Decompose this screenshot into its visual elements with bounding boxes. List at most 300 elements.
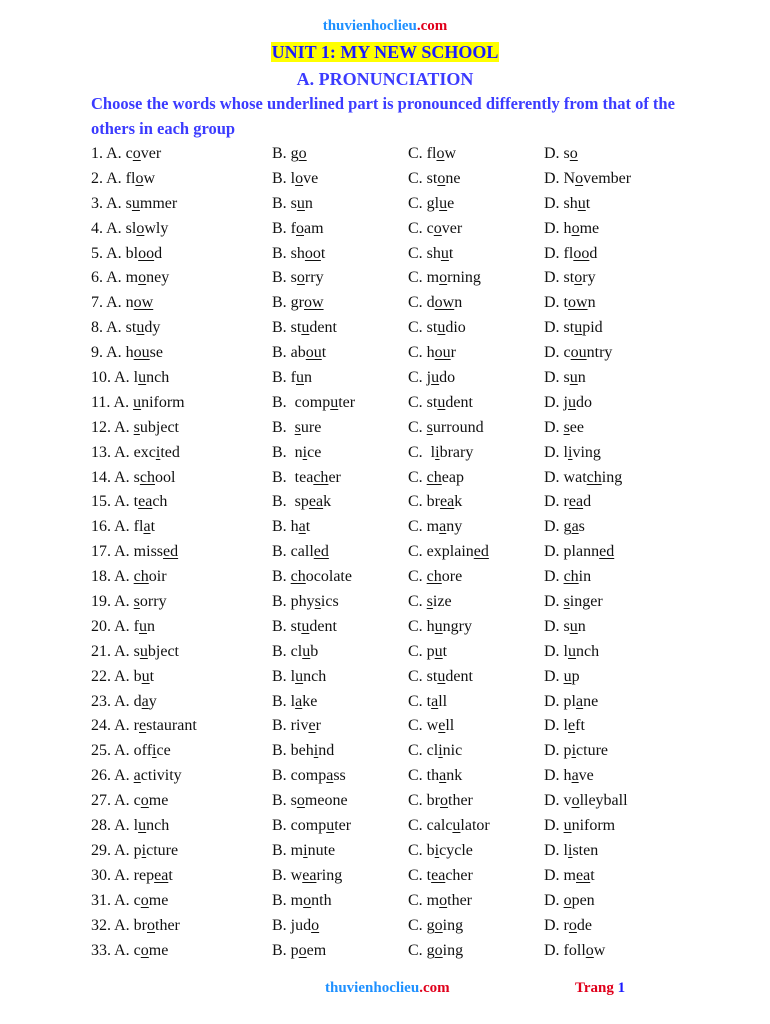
option-d: D. living — [544, 443, 601, 461]
underlined-part: o — [434, 916, 443, 934]
question-row — [0, 565, 770, 590]
question-row — [0, 739, 770, 764]
underlined-part: o — [147, 916, 155, 934]
page-label: Trang 1 — [575, 980, 626, 996]
underlined-part: a — [439, 767, 447, 785]
underlined-part: u — [141, 667, 150, 685]
underlined-part: oo — [304, 244, 321, 262]
option-d: D. sun — [544, 369, 586, 387]
option-d: D. listen — [544, 841, 599, 859]
option-a: 16. A. flat — [91, 518, 156, 536]
option-d: D. story — [544, 269, 596, 287]
option-d: D. volleyball — [544, 792, 628, 810]
option-d: D. read — [544, 493, 592, 511]
underlined-part: u — [569, 617, 578, 635]
option-b: B. lake — [272, 692, 318, 710]
underlined-part: ch — [139, 468, 156, 486]
option-c: C. put — [408, 642, 448, 660]
option-d: D. flood — [544, 244, 598, 262]
underlined-part: i — [438, 742, 443, 760]
underlined-part: e — [438, 717, 446, 735]
underlined-part: ch — [290, 568, 306, 586]
underlined-part: o — [436, 145, 445, 162]
underlined-part: oo — [573, 244, 590, 262]
option-b: B. teacher — [272, 468, 341, 486]
option-c: C. mother — [408, 891, 472, 909]
option-d: D. lunch — [544, 642, 600, 660]
option-c: C. brother — [408, 792, 473, 810]
option-a: 32. A. brother — [91, 916, 180, 934]
option-a: 30. A. repeat — [91, 866, 173, 884]
underlined-part: u — [301, 319, 310, 337]
question-row — [0, 714, 770, 739]
option-d: D. November — [544, 169, 632, 187]
question-row — [0, 814, 770, 839]
underlined-part: ow — [434, 294, 455, 312]
underlined-part: o — [585, 941, 594, 959]
underlined-part: s — [294, 418, 301, 436]
option-d: D. uniform — [544, 817, 616, 835]
option-c: C. hungry — [408, 617, 472, 635]
underlined-part: ed — [313, 543, 329, 561]
option-b: B. physics — [272, 593, 339, 611]
option-c: C. teacher — [408, 866, 473, 884]
underlined-part: i — [313, 742, 319, 760]
underlined-part: u — [569, 369, 578, 387]
option-c: C. many — [408, 518, 463, 536]
underlined-part: o — [437, 169, 446, 187]
option-a: 19. A. sorry — [91, 593, 167, 611]
option-d: D. country — [544, 344, 613, 362]
question-row — [0, 665, 770, 690]
option-c: C. hour — [408, 344, 456, 362]
option-a: 3. A. summer — [91, 194, 178, 212]
option-b: B. lunch — [272, 667, 327, 685]
option-a: 8. A. study — [91, 319, 161, 337]
option-b: B. river — [272, 717, 321, 735]
option-d: D. left — [544, 717, 585, 735]
question-row — [0, 341, 770, 366]
option-c: C. student — [408, 667, 473, 685]
option-c: C. studio — [408, 319, 466, 337]
option-d: D. meat — [544, 866, 595, 884]
underlined-part: ea — [302, 866, 317, 884]
question-row — [0, 690, 770, 715]
option-a: 1. A. cover — [91, 145, 162, 162]
underlined-part: u — [133, 393, 142, 411]
option-a: 26. A. activity — [91, 767, 182, 785]
underlined-part: e — [139, 717, 147, 735]
underlined-part: ou — [434, 344, 451, 362]
option-a: 10. A. lunch — [91, 369, 170, 387]
underlined-part: o — [433, 219, 442, 237]
question-row — [0, 889, 770, 914]
underlined-part: s — [426, 418, 433, 436]
option-b: B. love — [272, 169, 319, 187]
option-c: C. cheap — [408, 468, 464, 486]
underlined-part: u — [139, 617, 147, 635]
underlined-part: ch — [426, 568, 442, 586]
option-a: 21. A. subject — [91, 642, 179, 660]
option-b: B. called — [272, 543, 329, 561]
question-row — [0, 266, 770, 291]
option-b: B. speak — [272, 493, 332, 511]
question-row — [0, 864, 770, 889]
option-b: B. chocolate — [272, 568, 352, 586]
underlined-part: o — [440, 792, 448, 810]
underlined-part: a — [431, 692, 439, 710]
option-b: B. club — [272, 642, 319, 660]
site-header — [0, 18, 770, 35]
option-c: C. stone — [408, 169, 461, 187]
underlined-part: i — [568, 841, 573, 859]
underlined-part: u — [138, 369, 147, 387]
underlined-part: i — [568, 443, 573, 461]
question-row — [0, 142, 770, 167]
question-row — [0, 167, 770, 192]
option-a: 14. A. school — [91, 468, 176, 486]
option-a: 25. A. office — [91, 742, 171, 760]
underlined-part: u — [439, 194, 448, 212]
question-row — [0, 466, 770, 491]
underlined-part: a — [439, 518, 447, 536]
option-c: C. bicycle — [408, 841, 473, 859]
underlined-part: s — [563, 593, 570, 611]
underlined-part: u — [431, 369, 440, 387]
underlined-part: ea — [138, 493, 153, 511]
option-c: C. judo — [408, 369, 456, 387]
underlined-part: ou — [570, 344, 587, 362]
question-row — [0, 540, 770, 565]
underlined-part: o — [296, 269, 305, 287]
question-row — [0, 192, 770, 217]
option-b: B. shoot — [272, 244, 326, 262]
underlined-part: ow — [568, 294, 588, 312]
option-c: C. clinic — [408, 742, 463, 760]
question-row — [0, 366, 770, 391]
option-b: B. sorry — [272, 269, 324, 287]
page-number: 1 — [617, 980, 626, 996]
underlined-part: o — [574, 269, 583, 287]
underlined-part: ch — [313, 468, 329, 486]
option-d: D. up — [544, 667, 580, 685]
underlined-part: ou — [305, 344, 322, 362]
underlined-part: u — [563, 817, 572, 835]
underlined-part: a — [133, 767, 141, 785]
underlined-part: o — [298, 941, 307, 959]
option-a: 5. A. blood — [91, 244, 163, 262]
option-b: B. go — [272, 145, 307, 162]
underlined-part: o — [569, 145, 578, 162]
option-d: D. follow — [544, 941, 606, 959]
underlined-part: i — [141, 841, 147, 859]
option-b: B. behind — [272, 742, 335, 760]
underlined-part: u — [577, 194, 586, 212]
underlined-part: u — [295, 667, 304, 685]
option-b: B. month — [272, 891, 332, 909]
option-d: D. stupid — [544, 319, 603, 337]
underlined-part: u — [131, 194, 140, 212]
underlined-part: u — [136, 319, 145, 337]
question-row — [0, 490, 770, 515]
option-b: B. sun — [272, 194, 313, 212]
question-row — [0, 391, 770, 416]
option-a: 18. A. choir — [91, 568, 167, 586]
question-row — [0, 839, 770, 864]
underlined-part: i — [152, 742, 157, 760]
option-b: B. hat — [272, 518, 311, 536]
option-b: B. student — [272, 617, 337, 635]
option-a: 27. A. come — [91, 792, 169, 810]
option-d: D. chin — [544, 568, 592, 586]
instruction-text: Choose the words whose underlined part is pronounced differently from that of the others in each group — [91, 94, 675, 138]
option-a: 4. A. slowly — [91, 219, 169, 237]
underlined-part: o — [295, 169, 304, 187]
underlined-part: o — [303, 891, 312, 909]
underlined-part: u — [330, 393, 339, 411]
underlined-part: u — [302, 642, 311, 660]
option-b: B. computer — [272, 817, 352, 835]
option-c: C. glue — [408, 194, 455, 212]
option-b: B. fun — [272, 369, 312, 387]
underlined-part: o — [138, 269, 147, 287]
underlined-part: e — [308, 717, 316, 735]
question-row — [0, 441, 770, 466]
option-b: B. grow — [272, 294, 324, 312]
option-a: 31. A. come — [91, 891, 169, 909]
question-row — [0, 217, 770, 242]
option-d: D. have — [544, 767, 594, 785]
underlined-part: o — [298, 145, 307, 162]
underlined-part: o — [136, 219, 145, 237]
underlined-part: o — [140, 941, 149, 959]
underlined-part: s — [426, 593, 433, 611]
underlined-part: ch — [133, 568, 149, 586]
option-c: C. down — [408, 294, 463, 312]
option-b: B. foam — [272, 219, 324, 237]
underlined-part: u — [563, 667, 572, 685]
option-a: 11. A. uniform — [91, 393, 185, 411]
option-b: B. nice — [272, 443, 322, 461]
question-row — [0, 316, 770, 341]
underlined-part: o — [140, 891, 149, 909]
option-c: C. well — [408, 717, 455, 735]
underlined-part: u — [437, 319, 446, 337]
option-d: D. open — [544, 891, 595, 909]
option-a: 12. A. subject — [91, 418, 179, 436]
option-d: D. see — [544, 418, 584, 436]
underlined-part: u — [568, 393, 576, 411]
option-d: D. judo — [544, 393, 592, 411]
underlined-part: o — [571, 219, 580, 237]
option-a: 6. A. money — [91, 269, 170, 287]
option-d: D. rode — [544, 916, 592, 934]
option-a: 23. A. day — [91, 692, 157, 710]
page-footer — [0, 980, 770, 1002]
question-row — [0, 640, 770, 665]
underlined-part: u — [440, 244, 449, 262]
question-row — [0, 939, 770, 964]
underlined-part: o — [311, 916, 320, 934]
underlined-part: ea — [308, 493, 324, 511]
option-a: 20. A. fun — [91, 617, 155, 635]
option-d: D. watching — [544, 468, 623, 486]
question-row — [0, 515, 770, 540]
underlined-part: u — [437, 667, 446, 685]
option-a: 9. A. house — [91, 344, 163, 362]
option-c: C. break — [408, 493, 463, 511]
underlined-part: u — [326, 817, 335, 835]
underlined-part: o — [571, 792, 580, 810]
option-a: 17. A. missed — [91, 543, 179, 561]
option-a: 29. A. picture — [91, 841, 179, 859]
underlined-part: a — [326, 767, 334, 785]
underlined-part: u — [434, 617, 443, 635]
option-a: 33. A. come — [91, 941, 169, 959]
underlined-part: u — [301, 617, 310, 635]
question-row — [0, 416, 770, 441]
underlined-part: oo — [138, 244, 155, 262]
option-c: C. library — [408, 443, 474, 461]
underlined-part: u — [296, 369, 304, 387]
option-a: 15. A. teach — [91, 493, 168, 511]
question-row — [0, 590, 770, 615]
option-b: B. judo — [272, 916, 320, 934]
underlined-part: u — [437, 393, 446, 411]
underlined-part: s — [133, 593, 140, 611]
option-c: C. going — [408, 941, 464, 959]
underlined-part: ea — [576, 866, 591, 884]
underlined-part: u — [139, 642, 148, 660]
underlined-part: i — [302, 443, 308, 461]
underlined-part: a — [298, 518, 306, 536]
option-b: B. student — [272, 319, 337, 337]
underlined-part: o — [296, 219, 304, 237]
underlined-part: ed — [599, 543, 615, 561]
section-title: A. PRONUNCIATION — [296, 69, 474, 89]
underlined-part: i — [435, 443, 440, 461]
underlined-part: ow — [133, 294, 154, 312]
underlined-part: a — [143, 518, 151, 536]
option-c: C. calculator — [408, 817, 490, 835]
site-name: thuvienhoclieu — [322, 18, 417, 34]
question-row — [0, 764, 770, 789]
option-c: C. tall — [408, 692, 448, 710]
option-b: B. about — [272, 344, 327, 362]
option-d: D. gas — [544, 518, 585, 536]
underlined-part: ea — [568, 493, 584, 511]
underlined-part: ea — [154, 866, 169, 884]
question-list — [0, 142, 770, 963]
underlined-part: u — [568, 642, 576, 660]
option-c: C. morning — [408, 269, 481, 287]
underlined-part: ou — [133, 344, 150, 362]
underlined-part: a — [571, 767, 579, 785]
underlined-part: ea — [440, 493, 455, 511]
underlined-part: i — [303, 841, 308, 859]
option-d: D. planned — [544, 543, 615, 561]
option-c: C. student — [408, 393, 473, 411]
option-d: D. town — [544, 294, 596, 312]
underlined-part: ed — [473, 543, 489, 561]
option-b: B. someone — [272, 792, 348, 810]
option-c: C. surround — [408, 418, 484, 436]
underlined-part: o — [575, 169, 584, 187]
underlined-part: o — [296, 792, 305, 810]
underlined-part: a — [141, 692, 149, 710]
option-c: C. size — [408, 593, 452, 611]
underlined-part: o — [563, 891, 572, 909]
underlined-part: o — [434, 941, 443, 959]
underlined-part: s — [314, 593, 321, 611]
option-a: 7. A. now — [91, 294, 154, 312]
underlined-part: ch — [426, 468, 442, 486]
option-d: D. plane — [544, 692, 599, 710]
question-row — [0, 615, 770, 640]
option-b: B. minute — [272, 841, 336, 859]
option-c: C. thank — [408, 767, 463, 785]
option-b: B. compass — [272, 767, 346, 785]
question-row — [0, 789, 770, 814]
option-c: C. chore — [408, 568, 463, 586]
option-c: C. flow — [408, 145, 457, 162]
option-c: C. going — [408, 916, 464, 934]
underlined-part: u — [296, 194, 305, 212]
unit-title: UNIT 1: MY NEW SCHOOL — [271, 42, 499, 62]
underlined-part: ch — [563, 568, 579, 586]
footer-site: thuvienhoclieu.com — [325, 980, 450, 996]
question-row — [0, 242, 770, 267]
underlined-part: ea — [431, 866, 446, 884]
underlined-part: ow — [304, 294, 324, 312]
underlined-part: i — [155, 443, 161, 461]
underlined-part: i — [571, 742, 577, 760]
underlined-part: o — [135, 169, 144, 187]
underlined-part: u — [452, 817, 461, 835]
underlined-part: o — [140, 792, 149, 810]
option-c: C. shut — [408, 244, 454, 262]
option-a: 24. A. restaurant — [91, 717, 197, 735]
option-a: 2. A. flow — [91, 169, 156, 187]
option-d: D. shut — [544, 194, 591, 212]
underlined-part: s — [133, 418, 140, 436]
underlined-part: s — [563, 418, 570, 436]
option-b: B. wearing — [272, 866, 343, 884]
option-d: D. singer — [544, 593, 603, 611]
underlined-part: a — [571, 518, 579, 536]
question-row — [0, 914, 770, 939]
option-a: 28. A. lunch — [91, 817, 170, 835]
underlined-part: ch — [586, 468, 602, 486]
underlined-part: e — [568, 717, 576, 735]
underlined-part: u — [434, 642, 443, 660]
underlined-part: ed — [163, 543, 179, 561]
question-row — [0, 291, 770, 316]
underlined-part: o — [439, 269, 448, 287]
underlined-part: o — [568, 916, 577, 934]
underlined-part: o — [132, 145, 141, 162]
underlined-part: a — [295, 692, 303, 710]
option-c: C. cover — [408, 219, 463, 237]
option-d: D. home — [544, 219, 600, 237]
option-d: D. picture — [544, 742, 608, 760]
option-d: D. sun — [544, 617, 586, 635]
underlined-part: i — [434, 841, 440, 859]
underlined-part: a — [576, 692, 584, 710]
underlined-part: u — [138, 817, 147, 835]
option-a: 22. A. but — [91, 667, 155, 685]
site-domain: .com — [416, 18, 448, 34]
